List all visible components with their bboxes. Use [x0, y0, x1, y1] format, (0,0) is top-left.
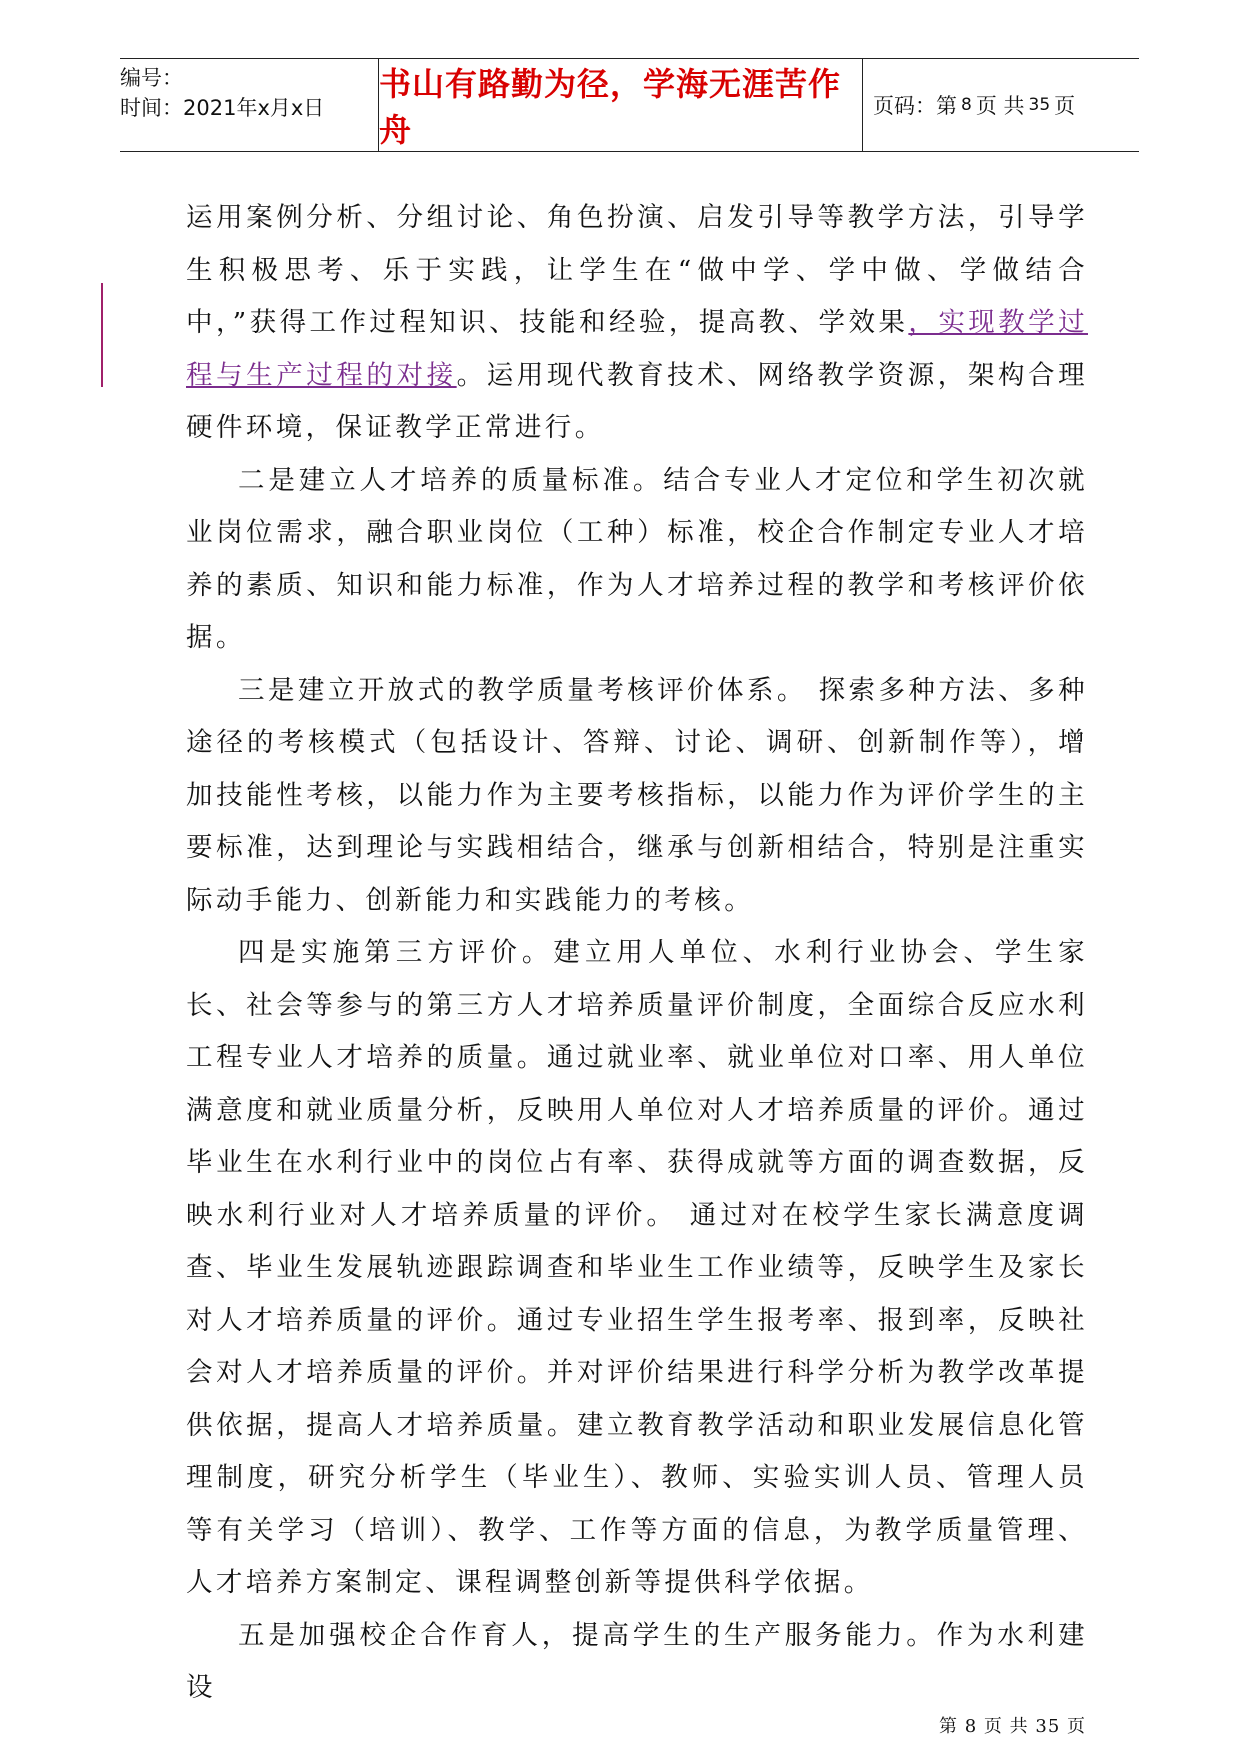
header-page-info	[863, 59, 1139, 151]
page-prefix: 页码：第	[873, 94, 957, 118]
time-label: 时间：2021年x月x日	[120, 96, 325, 120]
page-current: 8	[961, 95, 972, 115]
paragraph-5: 五是加强校企合作育人，提高学生的生产服务能力。作为水利建设	[186, 1619, 1088, 1703]
page-header	[120, 58, 1139, 152]
paragraph-4: 四是实施第三方评价。建立用人单位、水利行业协会、学生家长、社会等参与的第三方人才培养质量评价制度，全面综合反应水利工程专业人才培养的质量。通过就业率、就业单位对口率、用人单位满意度和就业质量分析，反映用人单位对人才培养质量的评价。通过毕业生在水利行业中的岗位占有率、获得成就等方面的调查数据，反映水利行业对人才培养质量的评价。 通过对在校学生家长满意度调查、毕业生发展轨迹跟踪调查和毕业生工作业绩等，反映学生及家长对人才培养质量的评价。通过专业招生学生报考率、报到率，反映社会对人才培养质量的评价。并对评价结果进行科学分析为教学改革提供依据，提高人才培养质量。建立教育教学活动和职业发展信息化管理制度，研究分析学生（毕业生）、教师、实验实训人员、管理人员等有关学习（培训）、教学、工作等方面的信息，为教学质量管理、人才培养方案制定、课程调整创新等提供科学依据。	[186, 937, 1088, 1598]
page-suffix: 页	[1054, 94, 1076, 118]
revision-marker	[101, 283, 103, 387]
header-left-cell	[120, 59, 379, 151]
page-footer: 第 8 页 共 35 页	[939, 1716, 1086, 1737]
page-mid: 页 共	[975, 94, 1025, 118]
header-motto: 书山有路勤为径，学海无涯苦作舟	[379, 59, 863, 151]
number-label: 编号：	[120, 66, 183, 90]
tracked-change-link[interactable]: ，实现教学过程与生产过程的对接	[186, 307, 1088, 391]
paragraph-2: 二是建立人才培养的质量标准。结合专业人才定位和学生初次就业岗位需求，融合职业岗位（工种）标准，校企合作制定专业人才培养的素质、知识和能力标准，作为人才培养过程的教学和考核评价依据。	[186, 464, 1088, 653]
page-total: 35	[1028, 95, 1051, 115]
document-body	[186, 192, 1088, 1715]
paragraph-1-text-a: 运用案例分析、分组讨论、角色扮演、启发引导等教学方法，引导学生积极思考、乐于实践，让学生在“做中学、学中做、学做结合中，”获得工作过程知识、技能和经验，提高教、学效果	[186, 202, 1088, 338]
paragraph-3: 三是建立开放式的教学质量考核评价体系。 探索多种方法、多种途径的考核模式（包括设计、答辩、讨论、调研、创新制作等），增加技能性考核，以能力作为主要考核指标，以能力作为评价学生的主要标准，达到理论与实践相结合，继承与创新相结合，特别是注重实际动手能力、创新能力和实践能力的考核。	[186, 674, 1088, 916]
paragraph-1-text-b: 。运用现代教育技术、网络教学资源，架构合理硬件环境，保证教学正常进行。	[186, 359, 1088, 443]
paragraph-1	[186, 192, 1088, 455]
